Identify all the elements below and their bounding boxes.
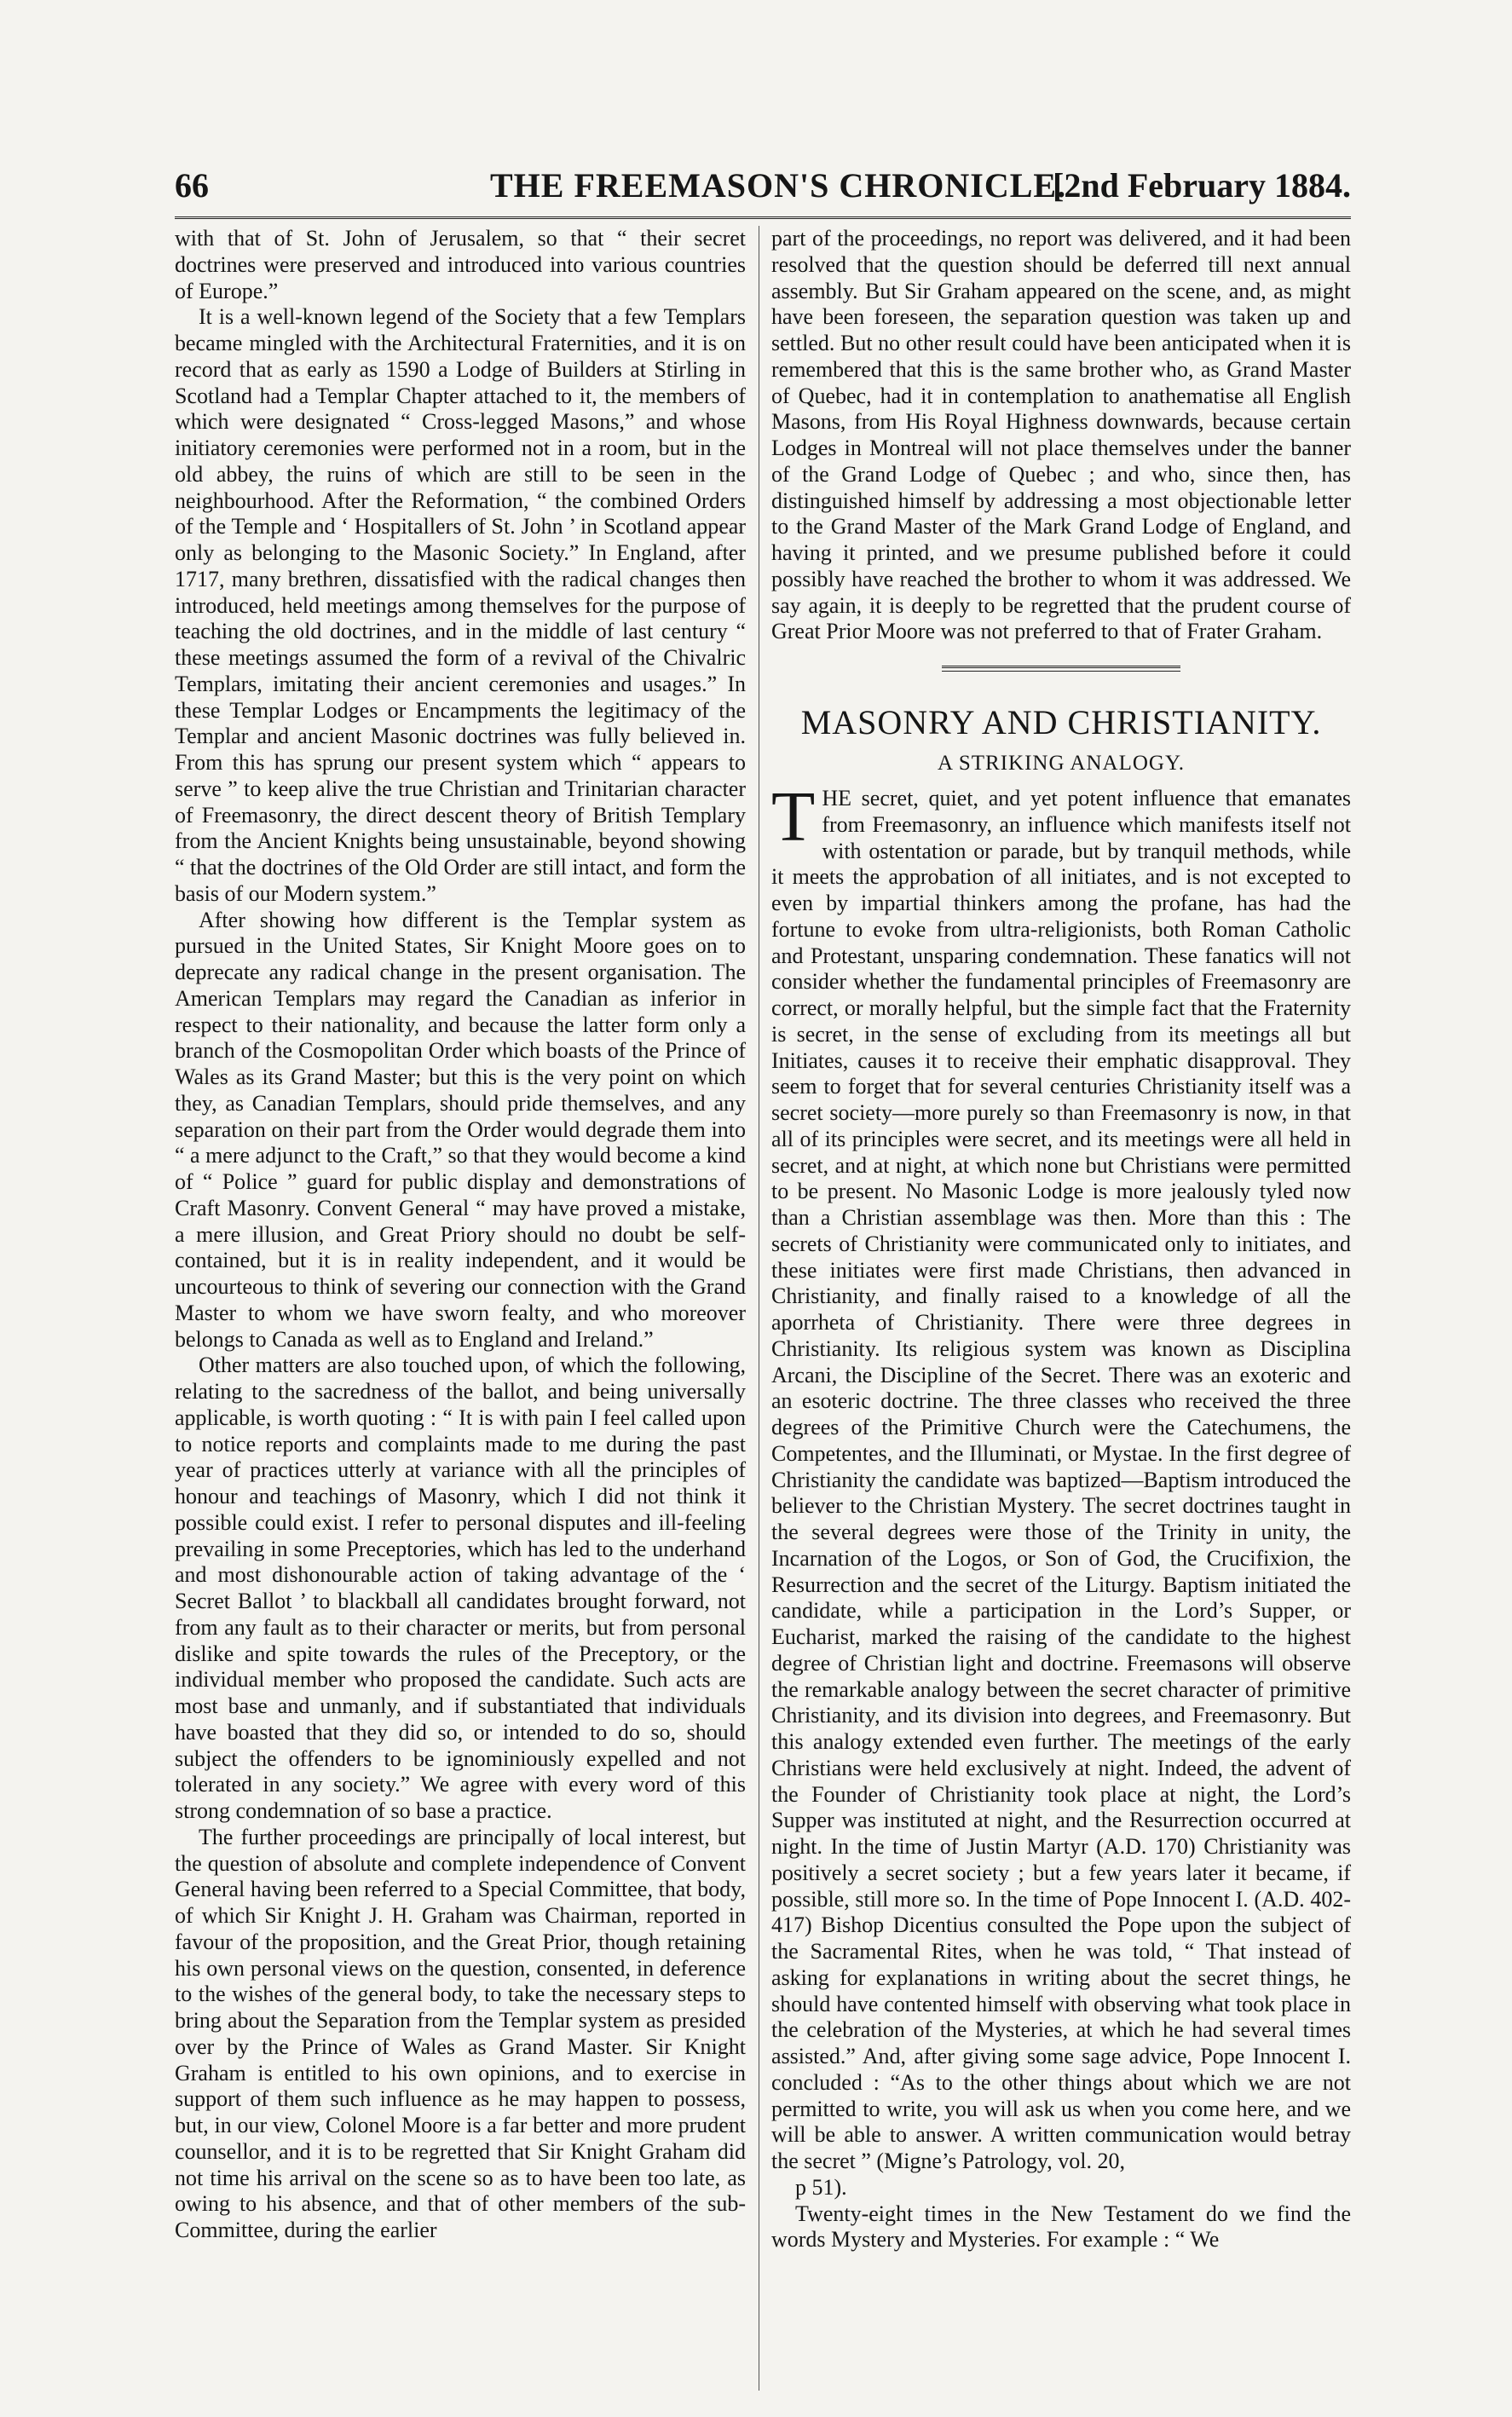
issue-date: [2nd February 1884. <box>1053 166 1351 205</box>
article-body: HE secret, quiet, and yet potent influence that emanates from Freemasonry, an influence which manifests itself not with ostentation or parade, but by tranquil methods, while it meets the approbation of all initiates, and is not excepted to even by impartial thinkers among the profane, has had the fortune to evoke from ultra-religionists, both Roman Catholic and Protestant, unsparing condemnation. These fanatics will not consider whether the fundamental principles of Freemasonry are correct, or morally helpful, but the simple fact that the Fraternity is secret, in the sense of excluding from its meetings all but Initiates, causes it to receive their emphatic disapproval. They seem to forget that for several centuries Christianity itself was a secret society—more purely so than Freemasonry is now, in that all of its principles were secret, and its meetings were all held in secret, and at night, at which none but Christians were permitted to be present. No Masonic Lodge is more jealously tyled now than a Christian assemblage was then. More than this : The secrets of Christianity were communicated only to initiates, and these initiates were first made Christians, then advanced in Christianity, and finally raised to a knowledge of all the aporrheta of Christianity. There were three degrees in Christianity. Its religious system was known as Disciplina Arcani, the Discipline of the Secret. There was an exoteric and an esoteric doctrine. The three classes who received the three degrees of the Primitive Church were the Catechumens, the Competentes, and the Illuminati, or Mystae. In the first degree of Christianity the candidate was baptized—Baptism introduced the believer to the Christian Mystery. The secret doctrines taught in the several degrees were those of the Trinity in unity, the Incarnation of the Logos, or Son of God, the Crucifixion, the Resurrection and the secret of the Liturgy. Baptism initiated the candidate, while a participation in the Lord’s Supper, or Eucharist, marked the raising of the candidate to the highest degree of Christian light and doctrine. Freemasons will observe the remarkable analogy between the secret character of primitive Christianity, and its division into degrees, and Freemasonry. But this analogy extended even further. The meetings of the early Christians were held exclusively at night. Indeed, the advent of the Founder of Christianity took place at night, the Lord’s Supper was instituted at night, and the Resurrection occurred at night. In the time of Justin Martyr (A.D. 170) Christianity was positively a secret society ; but a few years later it became, if possible, still more so. In the time of Pope Innocent I. (A.D. 402-417) Bishop Dicentius consulted the Pope upon the subject of the Sacramental Rites, when he was told, “ That instead of asking for explanations in writing about the secret things, he should have contented himself with observing what took place in the celebration of the Mysteries, at which he had several times assisted.” And, after giving some sage advice, Pope Innocent I. concluded : “As to the other things about which we are not permitted to write, you will ask us when you come here, and we will be able to answer. A written communication would betray the secret ” (Migne’s Patrology, vol. 20, <box>771 786 1351 2173</box>
paragraph: Other matters are also touched upon, of which the following, relating to the sacredness of the ballot, and being universally applicable, is worth quoting : “ It is with pain I feel called upon to notice reports and complaints made to me during the past year of practices utterly at variance with all the principles of honour and teachings of Masonry, which I did not think it possible could exist. I refer to personal disputes and ill-feeling prevailing in some Preceptories, which has led to the underhand and most dishonourable action of taking advantage of the ‘ Secret Ballot ’ to blackball all candidates brought forward, not from any fault as to their character or merits, but from personal dislike and spite towards the rules of the Preceptory, or the individual member who proposed the candidate. Such acts are most base and unmanly, and if substantiated that individuals have boasted that they did so, or intended to do so, should subject the offenders to be ignominiously expelled and not tolerated in any society.” We agree with every word of this strong condemnation of so base a practice. <box>175 1353 746 1823</box>
article-paragraph <box>771 777 1351 2175</box>
drop-cap: T <box>771 777 816 857</box>
paragraph: It is a well-known legend of the Society that a few Templars became mingled with the Architectural Fraternities, and it is on record that as early as 1590 a Lodge of Builders at Stirling in Scotland had a Templar Chapter attached to it, the members of which were designated “ Cross-legged Masons,” and whose initiatory ceremonies were performed not in a room, but in the old abbey, the ruins of which are still to be seen in the neighbourhood. After the Reformation, “ the combined Orders of the Temple and ‘ Hospitallers of St. John ’ in Scotland appear only as belonging to the Masonic Society.” In England, after 1717, many brethren, dissatisfied with the radical changes then introduced, held meetings among themselves for the purpose of teaching the old doctrines, and in the middle of last century “ these meetings assumed the form of a revival of the Chivalric Templars, imitating their ancient ceremonies and usages.” In these Templar Lodges or Encampments the legitimacy of the Templar and ancient Masonic doctrines was fully believed in. From this has sprung our present system which “ appears to serve ” to keep alive the true Christian and Trinitarian character of Freemasonry, the direct descent theory of British Templary from the Ancient Knights being unsustainable, beyond showing “ that the doctrines of the Old Order are still intact, and form the basis of our Modern system.” <box>175 304 746 906</box>
masthead <box>175 160 1351 211</box>
article-title: MASONRY AND CHRISTIANITY. <box>800 703 1322 741</box>
paragraph: with that of St. John of Jerusalem, so that “ their secret doctrines were preserved and introduced into various countries of Europe.” <box>175 226 746 303</box>
article-subtitle: A STRIKING ANALOGY. <box>937 752 1186 775</box>
paragraph: After showing how different is the Templar system as pursued in the United States, Sir Knight Moore goes on to deprecate any radical change in the present organisation. The American Templars may regard the Canadian as inferior in respect to their nationality, and because the latter form only a branch of the Cosmopolitan Order which boasts of the Prince of Wales as its Grand Master; but this is the very point on which they, as Canadian Templars, should pride themselves, and any separation on their part from the Order would degrade them into “ a mere adjunct to the Craft,” so that they would become a kind of “ Police ” guard for public display and demonstrations of Craft Masonry. Convent General “ may have proved a mistake, a mere illusion, and Great Priory should no doubt be self-contained, but it is in reality independent, and it would be uncourteous to think of severing our connection with the Grand Master to whom we have sworn fealty, and who moreover belongs to Canada as well as to England and Ireland.” <box>175 907 746 1352</box>
right-column <box>771 226 1351 2253</box>
page-number: 66 <box>175 166 209 205</box>
header-rule <box>175 216 1351 219</box>
continuation-paragraph: part of the proceedings, no report was delivered, and it had been resolved that the question should be deferred till next annual assembly. But Sir Graham appeared on the scene, and, as might have been foreseen, the separation question was taken up and settled. But no other result could have been anticipated when it is remembered that this is the same brother who, as Grand Master of Quebec, had it in contemplation to anathematise all English Masons, from His Royal Highness downwards, because certain Lodges in Montreal will not place themselves under the banner of the Grand Lodge of Quebec ; and who, since then, has distinguished himself by addressing a most objectionable letter to the Grand Master of the Mark Grand Lodge of England, and having it printed, and we presume published before it could possibly have reached the brother to whom it was addressed. We say again, it is deeply to be regretted that the prudent course of Great Prior Moore was not preferred to that of Frater Graham. <box>771 226 1351 644</box>
citation-line: p 51). <box>795 2174 847 2200</box>
paragraph: The further proceedings are principally of local interest, but the question of absolute and complete independence of Convent General having been referred to a Special Committee, that body, of which Sir Knight J. H. Graham was Chairman, reported in favour of the proposition, and the Great Prior, though retaining his own personal views on the question, consented, in deference to the wishes of the general body, to take the necessary steps to bring about the Separation from the Templar system as presided over by the Prince of Wales as Grand Master. Sir Knight Graham is entitled to his own opinions, and to exercise in support of them such influence as he may happen to possess, but, in our view, Colonel Moore is a far better and more prudent counsellor, and it is to be regretted that Sir Knight Graham did not time his arrival on the scene so as to have been too late, as owing to his absence, and that of other members of the sub-Committee, during the earlier <box>175 1824 746 2242</box>
publication-title: THE FREEMASON'S CHRONICLE. <box>490 166 1067 205</box>
paragraph: Twenty-eight times in the New Testament do we find the words Mystery and Mysteries. For example : “ We <box>771 2201 1351 2253</box>
left-column <box>175 226 746 2244</box>
section-divider <box>942 666 1180 672</box>
